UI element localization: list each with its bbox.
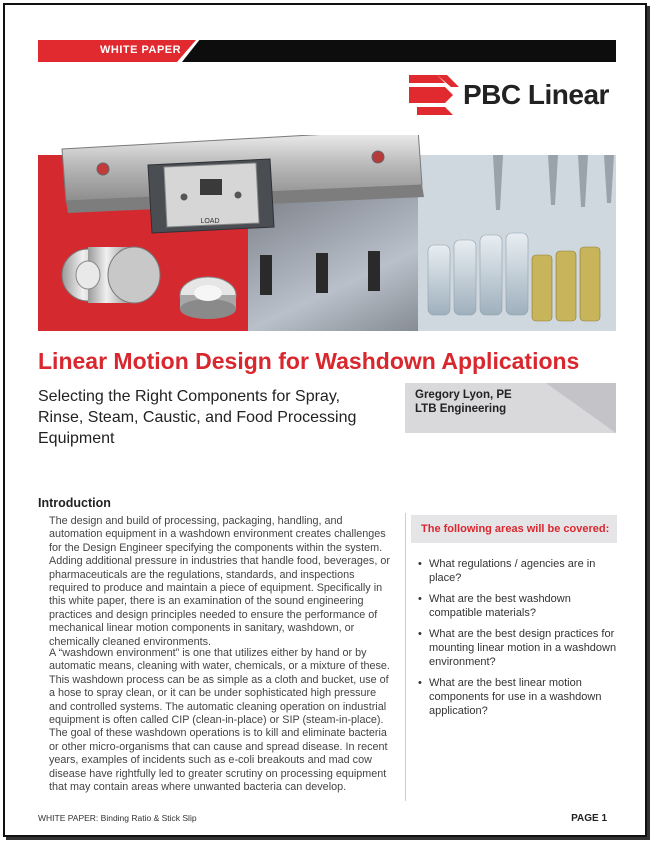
page-subtitle: Selecting the Right Components for Spray, Rinse, Steam, Caustic, and Food Processing Equipment	[38, 388, 357, 447]
logo-wordmark: PBC Linear	[463, 79, 609, 110]
covered-heading: The following areas will be covered:	[411, 515, 617, 543]
author-box-accent	[546, 383, 616, 433]
hero-image	[38, 135, 616, 331]
column-divider	[405, 513, 406, 801]
covered-item-mounting: • What are the best design practices for mounting linear motion in a washdown environment?	[411, 627, 617, 669]
author-name: Gregory Lyon, PE	[415, 389, 512, 401]
page-frame	[3, 3, 647, 837]
banner-black-bar	[182, 40, 616, 62]
author-org: LTB Engineering	[415, 403, 507, 415]
intro-heading: Introduction	[38, 496, 111, 510]
pbc-linear-logo	[407, 73, 617, 117]
footer-document-title: WHITE PAPER: Binding Ratio & Stick Slip	[38, 813, 197, 823]
banner-label: WHITE PAPER	[100, 44, 182, 56]
covered-item-components: • What are the best linear motion components for use in a washdown application?	[411, 676, 617, 718]
covered-list	[411, 557, 617, 718]
intro-paragraph-2: A “washdown environment” is one that utilizes either by hand or by automatic means, cleaning with water, chemicals, or a mixture of these. This washdown process can be as simple as a cloth and bucket, use of a hose to spray clean, or it can be under sophisticated high pressure and controlled systems. The automatic cleaning operation on industrial equipment is often called CIP (clean-in-place) or SIP (steam-in-place). The goal of these washdown operations is to kill and eliminate bacteria or other micro-organisms that can cause and spread disease. In recent years, examples of incidents such as e-coli breakouts and mad cow disease have rightfully led to greater scrutiny on processing equipment that may contain areas where unwanted bacteria can develop.	[49, 647, 390, 794]
logo-mark-icon	[407, 73, 461, 117]
part-load-label: LOAD	[200, 218, 220, 225]
covered-item-regulations: • What regulations / agencies are in place?	[411, 557, 617, 585]
white-paper-banner	[38, 40, 616, 62]
author-box	[405, 383, 616, 433]
page-title: Linear Motion Design for Washdown Applications	[38, 348, 580, 374]
covered-item-materials: • What are the best washdown compatible materials?	[411, 592, 617, 620]
footer-page-number: PAGE 1	[571, 813, 607, 824]
covered-sidebar	[411, 515, 617, 725]
intro-paragraph-1: The design and build of processing, packaging, handling, and automation equipment in a washdown environment creates challenges for the Design Engineer specifying the components within the system. Adding additional pressure in industries that handle food, beverages, or pharmaceuticals are the regulations, standards, and inspections required to produce and maintain a piece of equipment. Specifically in this white paper, there is an examination of the sound engineering practices and design principles needed to ensure the performance of mechanical linear motion components in sanitary, washdown, or chemically cleaned environments.	[49, 515, 390, 648]
